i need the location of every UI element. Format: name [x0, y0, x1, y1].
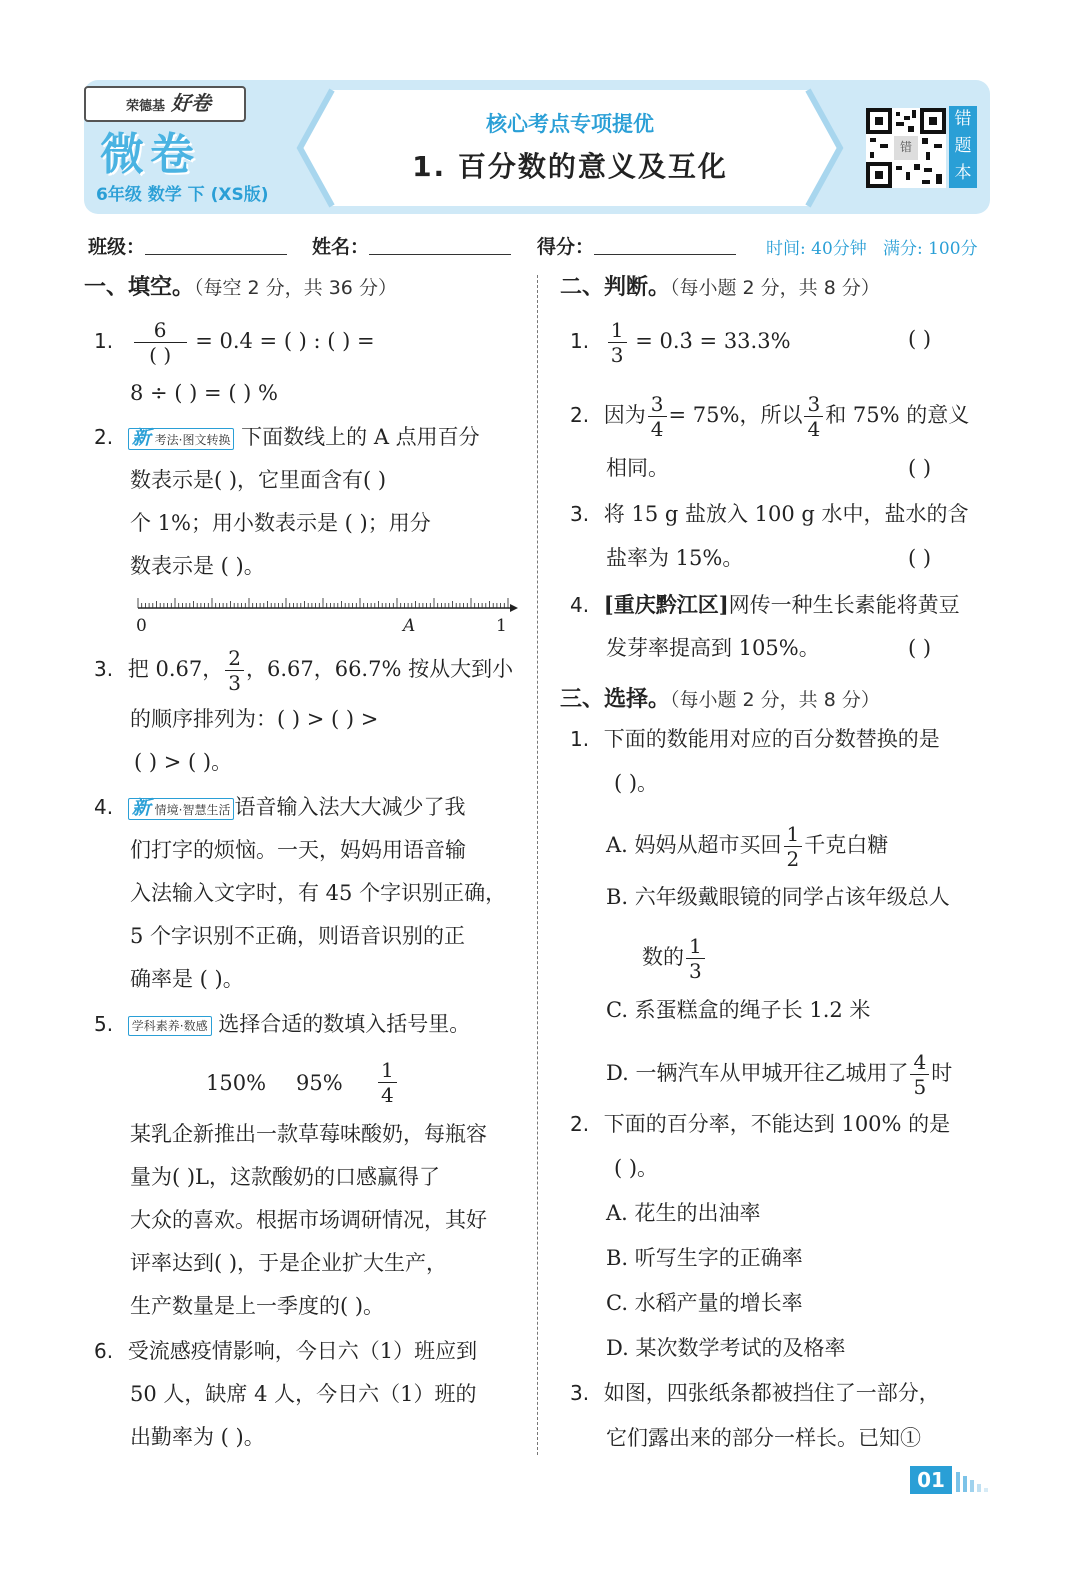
question-text: = 75%，所以 — [668, 403, 803, 427]
question-text: 们打字的烦恼。一天，妈妈用语音输 — [130, 838, 466, 862]
question-text: 某乳企新推出一款草莓味酸奶，每瓶容 — [130, 1122, 487, 1146]
fraction-numerator: 1 — [686, 934, 705, 959]
question-text: 发芽率提高到 105%。 — [606, 636, 820, 660]
question-text: ，6.67，66.7% 按从大到小 — [245, 657, 514, 681]
section-choice-title — [560, 682, 880, 713]
fraction-numerator: 3 — [648, 392, 667, 417]
option-c[interactable]: C. 系蛋糕盒的绳子长 1.2 米 — [606, 998, 871, 1022]
new-tag-label: 新 — [131, 796, 151, 819]
name-label: 姓名： — [312, 236, 370, 258]
question-text: 评率达到( )，于是企业扩大生产， — [130, 1251, 448, 1275]
question-text: 量为( )L，这款酸奶的口感赢得了 — [130, 1165, 441, 1189]
section-heading: 一、填空。 — [84, 275, 195, 300]
option-text: A. 妈妈从超市买回 — [606, 833, 782, 857]
question-text: 大众的喜欢。根据市场调研情况，其好 — [130, 1208, 487, 1232]
question-2 — [94, 416, 480, 459]
section-judge-title — [560, 270, 880, 301]
option-b[interactable]: B. 听写生字的正确率 — [606, 1246, 803, 1270]
fraction-numerator: 1 — [378, 1058, 397, 1083]
brand-name: 好卷 — [171, 91, 212, 115]
page-number: 01 — [910, 1466, 952, 1494]
fraction-numerator: 6 — [134, 318, 187, 343]
fraction-numerator: 4 — [910, 1050, 929, 1075]
fraction-denominator: 3 — [610, 343, 624, 367]
subtitle: 核心考点专项提优 — [486, 112, 654, 136]
new-tag — [128, 428, 235, 450]
choice-quarter — [376, 1058, 399, 1107]
section-note: （每空 2 分，共 36 分） — [194, 277, 397, 299]
qr-tag-char: 错 — [954, 109, 972, 129]
question-6 — [94, 1330, 477, 1373]
axis-label-start: 0 — [136, 616, 147, 636]
option-c[interactable]: C. 水稻产量的增长率 — [606, 1291, 803, 1315]
judge-question-4 — [570, 583, 960, 627]
question-text: 5 个字识别不正确，则语音识别的正 — [130, 924, 466, 948]
answer-paren[interactable]: ( ) — [908, 327, 932, 351]
question-5 — [94, 1003, 470, 1046]
qr-tag-char: 本 — [954, 163, 972, 183]
option-text: 时 — [931, 1061, 953, 1085]
question-number: 5. — [94, 1012, 114, 1036]
section-fill-blank-title — [84, 270, 397, 301]
question-text: 受流感疫情影响，今日六（1）班应到 — [127, 1339, 478, 1363]
full-score: 满分: 100分 — [882, 239, 978, 259]
score-field[interactable] — [594, 254, 736, 255]
question-number: 2. — [94, 425, 114, 449]
option-text: B. 六年级戴眼镜的同学占该年级总人 — [606, 885, 950, 909]
option-b[interactable] — [606, 876, 950, 919]
axis-arrow-icon — [510, 604, 518, 612]
question-text: 生产数量是上一季度的( )。 — [130, 1294, 385, 1318]
question-number: 3. — [94, 657, 114, 681]
qr-tag-char: 题 — [954, 136, 972, 156]
section-heading: 二、判断。 — [560, 275, 671, 300]
question-text: 把 0.67， — [127, 657, 224, 681]
class-label: 班级： — [88, 236, 146, 258]
question-text: ( ) > ( )。 — [134, 750, 233, 774]
publisher-name: 荣德基 — [126, 99, 166, 114]
question-text: 数表示是 ( )。 — [130, 554, 265, 578]
question-text: 盐率为 15%。 — [606, 546, 744, 570]
section-note: （每小题 2 分，共 8 分） — [670, 277, 880, 299]
time-limit: 时间: 40分钟 — [766, 239, 867, 259]
question-text: = 0.4 = ( ) : ( ) = — [195, 329, 375, 353]
fraction-denominator: 2 — [786, 847, 800, 871]
fraction-numerator: 2 — [225, 646, 244, 671]
judge-question-3 — [570, 493, 969, 536]
section-note: （每小题 2 分，共 8 分） — [670, 689, 880, 711]
question-text: 个 1%；用小数表示是 ( )；用分 — [130, 511, 431, 535]
judge-question-1 — [570, 318, 791, 367]
fraction-denominator: 5 — [913, 1075, 927, 1099]
option-d[interactable] — [606, 1050, 952, 1099]
tag-label: 考法·图文转换 — [154, 432, 231, 447]
judge-question-2 — [570, 392, 969, 441]
fraction-denominator: 4 — [807, 417, 821, 441]
question-text: 下面的数能用对应的百分数替换的是 — [603, 727, 940, 751]
fraction-denominator: 3 — [689, 959, 702, 983]
question-number: 4. — [94, 795, 114, 819]
question-number: 4. — [570, 593, 590, 617]
answer-paren[interactable]: ( )。 — [614, 771, 659, 795]
question-text: 入法输入文字时，有 45 个字识别正确， — [130, 881, 507, 905]
qr-code-icon[interactable] — [866, 108, 946, 188]
question-text: 它们露出来的部分一样长。已知① — [606, 1426, 921, 1450]
axis-label-a: A — [403, 616, 416, 636]
answer-paren[interactable]: ( ) — [908, 456, 932, 480]
question-text: 因为 — [603, 403, 646, 427]
fraction-denominator: 4 — [381, 1083, 394, 1107]
wrong-question-book-tag[interactable] — [949, 106, 977, 188]
skill-tag: 学科素养·数感 — [128, 1016, 212, 1036]
axis-label-end: 1 — [496, 616, 507, 636]
number-line — [134, 596, 518, 618]
new-tag-label: 新 — [131, 426, 151, 449]
name-field[interactable] — [369, 254, 511, 255]
question-number: 1. — [94, 329, 114, 353]
question-text: 和 75% 的意义 — [825, 403, 970, 427]
tag-label: 情境·智慧生活 — [154, 802, 231, 817]
question-number: 3. — [570, 1381, 590, 1405]
question-text: 选择合适的数填入括号里。 — [218, 1012, 471, 1036]
option-text: 数的 — [642, 945, 684, 969]
question-number: 3. — [570, 502, 590, 526]
question-text: 数表示是( )，它里面含有( ) — [130, 468, 387, 492]
new-tag — [128, 798, 235, 820]
option-d[interactable]: D. 某次数学考试的及格率 — [606, 1336, 846, 1360]
choice-question-2 — [570, 1103, 950, 1146]
question-text: 确率是 ( )。 — [130, 967, 244, 991]
fraction-numerator: 1 — [784, 822, 803, 847]
time-info — [766, 234, 978, 259]
question-text: 如图，四张纸条都被挡住了一部分， — [603, 1381, 940, 1405]
score-label: 得分： — [537, 236, 595, 258]
question-1 — [94, 318, 375, 367]
fraction-denominator: 4 — [650, 417, 664, 441]
question-text: 相同。 — [606, 456, 669, 480]
answer-paren[interactable]: ( )。 — [614, 1156, 659, 1180]
grade-label: 6年级 数学 下 (XS版) — [96, 185, 269, 205]
class-field[interactable] — [145, 254, 287, 255]
question-number: 2. — [570, 1112, 590, 1136]
choice-question-3 — [570, 1372, 940, 1415]
column-divider — [537, 275, 538, 1455]
qr-center-label: 错 — [899, 140, 912, 154]
question-number: 2. — [570, 403, 590, 427]
option-a[interactable]: A. 花生的出油率 — [606, 1201, 761, 1225]
choice-150: 150% — [206, 1071, 267, 1095]
series-title: 微卷 — [100, 129, 200, 180]
question-text: 语音输入法大大减少了我 — [234, 795, 466, 819]
answer-paren[interactable]: ( ) — [908, 636, 932, 660]
page-bars-icon — [954, 1470, 994, 1494]
fraction-numerator: 3 — [804, 392, 823, 417]
question-number: 1. — [570, 727, 590, 751]
fraction-denominator: 3 — [228, 671, 241, 695]
fraction-numerator: 1 — [608, 318, 627, 343]
question-text: 出勤率为 ( )。 — [130, 1425, 265, 1449]
brand-logo — [84, 86, 246, 122]
question-text: 网传一种生长素能将黄豆 — [728, 593, 960, 617]
question-4 — [94, 786, 465, 829]
option-a[interactable] — [606, 822, 888, 871]
question-number: 6. — [94, 1339, 114, 1363]
option-b-line2 — [642, 934, 707, 983]
question-text: 下面的百分率，不能达到 100% 的是 — [603, 1112, 951, 1136]
fraction-denominator[interactable]: ( ) — [149, 343, 172, 367]
question-text: 将 15 g 盐放入 100 g 水中，盐水的含 — [603, 502, 969, 526]
region-tag: [重庆黔江区] — [603, 592, 729, 617]
question-text: 的顺序排列为：( ) > ( ) > — [130, 707, 379, 731]
question-text: = 0.3̇ = 33.3% — [635, 329, 791, 353]
question-1-line2: 8 ÷ ( ) = ( ) % — [130, 381, 279, 405]
choice-question-1 — [570, 718, 940, 761]
page-title: 1. 百分数的意义及互化 — [412, 150, 728, 183]
question-number: 1. — [570, 329, 590, 353]
option-text: 千克白糖 — [804, 833, 889, 857]
section-heading: 三、选择。 — [560, 687, 671, 712]
answer-paren[interactable]: ( ) — [908, 546, 932, 570]
option-text: D. 一辆汽车从甲城开往乙城用了 — [606, 1061, 909, 1085]
choice-95: 95% — [296, 1071, 343, 1095]
question-text: 下面数线上的 A 点用百分 — [241, 425, 480, 449]
question-3 — [94, 646, 513, 695]
question-text: 50 人，缺席 4 人，今日六（1）班的 — [130, 1382, 477, 1406]
